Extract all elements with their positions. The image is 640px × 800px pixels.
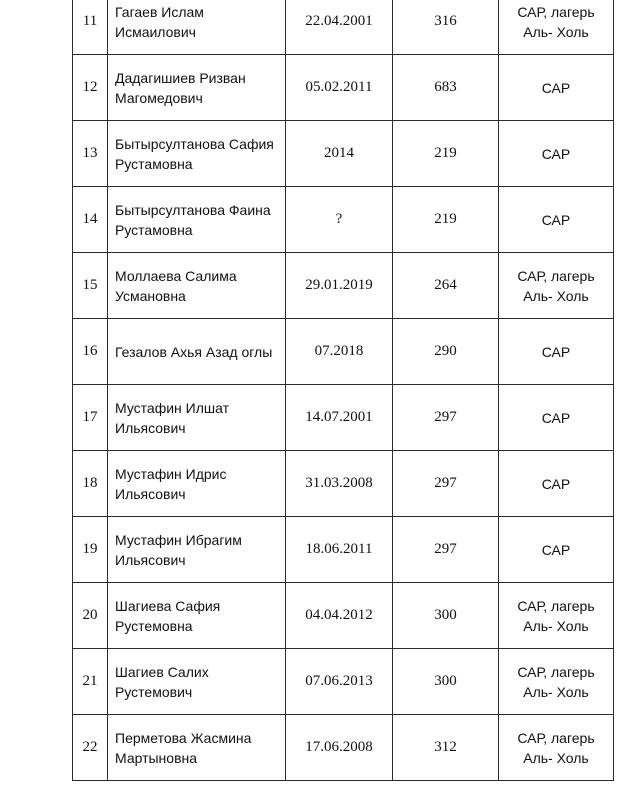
birth-date: 17.06.2008 — [286, 715, 393, 781]
persons-table — [72, 0, 614, 781]
location-line-2: Аль- Холь — [523, 683, 589, 700]
row-number: 12 — [73, 55, 108, 121]
person-name-line-2: Рустамовна — [115, 155, 193, 172]
table-row — [73, 0, 614, 55]
row-number: 13 — [73, 121, 108, 187]
location — [499, 55, 614, 121]
location-line-1: САР — [541, 145, 571, 162]
row-number: 16 — [73, 319, 108, 385]
person-name-line-1: Перметова Жасмина — [115, 729, 252, 746]
person-name-line-1: Мустафин Идрис — [115, 465, 227, 482]
person-name-line-1: Шагиев Салих — [115, 663, 209, 680]
person-name-line-1: Гезалов Ахья Азад оглы — [115, 343, 273, 360]
person-name-line-1: Бытырсултанова Сафия — [115, 135, 274, 152]
location-line-1: САР, лагерь — [517, 597, 595, 614]
location — [499, 715, 614, 781]
table-row — [73, 715, 614, 781]
person-name — [108, 187, 286, 253]
location — [499, 649, 614, 715]
record-code: 290 — [393, 319, 499, 385]
person-name-line-2: Магомедович — [115, 89, 203, 106]
person-name-line-1: Дадагишиев Ризван — [115, 69, 246, 86]
row-number: 15 — [73, 253, 108, 319]
person-name-line-2: Усмановна — [115, 287, 186, 304]
person-name-line-1: Моллаева Салима — [115, 267, 237, 284]
location — [499, 319, 614, 385]
person-name-line-2: Рустемович — [115, 683, 193, 700]
record-code: 297 — [393, 385, 499, 451]
person-name-line-2: Ильясович — [115, 485, 186, 502]
birth-date: 14.07.2001 — [286, 385, 393, 451]
person-name — [108, 583, 286, 649]
person-name — [108, 55, 286, 121]
record-code: 316 — [393, 0, 499, 55]
record-code: 264 — [393, 253, 499, 319]
table-row — [73, 55, 614, 121]
row-number: 22 — [73, 715, 108, 781]
table-row — [73, 583, 614, 649]
birth-date: 31.03.2008 — [286, 451, 393, 517]
location — [499, 253, 614, 319]
birth-date: 05.02.2011 — [286, 55, 393, 121]
birth-date: 22.04.2001 — [286, 0, 393, 55]
table-row — [73, 121, 614, 187]
birth-date: 29.01.2019 — [286, 253, 393, 319]
birth-date: 18.06.2011 — [286, 517, 393, 583]
person-name — [108, 649, 286, 715]
table-row — [73, 649, 614, 715]
location-line-2: Аль- Холь — [523, 617, 589, 634]
record-code: 219 — [393, 187, 499, 253]
location — [499, 121, 614, 187]
person-name — [108, 385, 286, 451]
location-line-1: САР — [541, 211, 571, 228]
location-line-1: САР — [541, 409, 571, 426]
table-row — [73, 187, 614, 253]
person-name-line-1: Мустафин Илшат — [115, 399, 230, 416]
row-number: 17 — [73, 385, 108, 451]
location-line-1: САР, лагерь — [517, 663, 595, 680]
location — [499, 0, 614, 55]
person-name-line-2: Исмаилович — [115, 23, 196, 40]
birth-date: 07.06.2013 — [286, 649, 393, 715]
person-name — [108, 715, 286, 781]
location-line-1: САР, лагерь — [517, 3, 595, 20]
row-number: 21 — [73, 649, 108, 715]
birth-date: ? — [286, 187, 393, 253]
row-number: 18 — [73, 451, 108, 517]
person-name-line-2: Ильясович — [115, 551, 186, 568]
table-row — [73, 319, 614, 385]
person-name — [108, 121, 286, 187]
row-number: 19 — [73, 517, 108, 583]
record-code: 683 — [393, 55, 499, 121]
row-number: 14 — [73, 187, 108, 253]
location-line-1: САР — [541, 343, 571, 360]
location — [499, 187, 614, 253]
record-code: 297 — [393, 451, 499, 517]
row-number: 11 — [73, 0, 108, 55]
location-line-2: Аль- Холь — [523, 23, 589, 40]
person-name — [108, 0, 286, 55]
location-line-1: САР — [541, 79, 571, 96]
person-name-line-2: Мартыновна — [115, 749, 198, 766]
table-row — [73, 253, 614, 319]
location-line-2: Аль- Холь — [523, 749, 589, 766]
table-row — [73, 451, 614, 517]
location — [499, 583, 614, 649]
record-code: 297 — [393, 517, 499, 583]
birth-date: 2014 — [286, 121, 393, 187]
birth-date: 04.04.2012 — [286, 583, 393, 649]
location — [499, 385, 614, 451]
location-line-2: Аль- Холь — [523, 287, 589, 304]
person-name-line-1: Бытырсултанова Фаина — [115, 201, 271, 218]
location-line-1: САР — [541, 475, 571, 492]
person-name — [108, 451, 286, 517]
persons-table-body — [73, 0, 614, 781]
location-line-1: САР — [541, 541, 571, 558]
person-name-line-1: Шагиева Сафия — [115, 597, 221, 614]
person-name-line-1: Мустафин Ибрагим — [115, 531, 242, 548]
table-row — [73, 517, 614, 583]
record-code: 312 — [393, 715, 499, 781]
person-name — [108, 517, 286, 583]
location — [499, 517, 614, 583]
person-name-line-2: Рустамовна — [115, 221, 193, 238]
person-name-line-2: Рустемовна — [115, 617, 193, 634]
record-code: 300 — [393, 583, 499, 649]
location-line-1: САР, лагерь — [517, 729, 595, 746]
person-name-line-2: Ильясович — [115, 419, 186, 436]
person-name — [108, 253, 286, 319]
birth-date: 07.2018 — [286, 319, 393, 385]
person-name-line-1: Гагаев Ислам — [115, 3, 204, 20]
record-code: 300 — [393, 649, 499, 715]
person-name — [108, 319, 286, 385]
table-row — [73, 385, 614, 451]
location — [499, 451, 614, 517]
row-number: 20 — [73, 583, 108, 649]
location-line-1: САР, лагерь — [517, 267, 595, 284]
record-code: 219 — [393, 121, 499, 187]
